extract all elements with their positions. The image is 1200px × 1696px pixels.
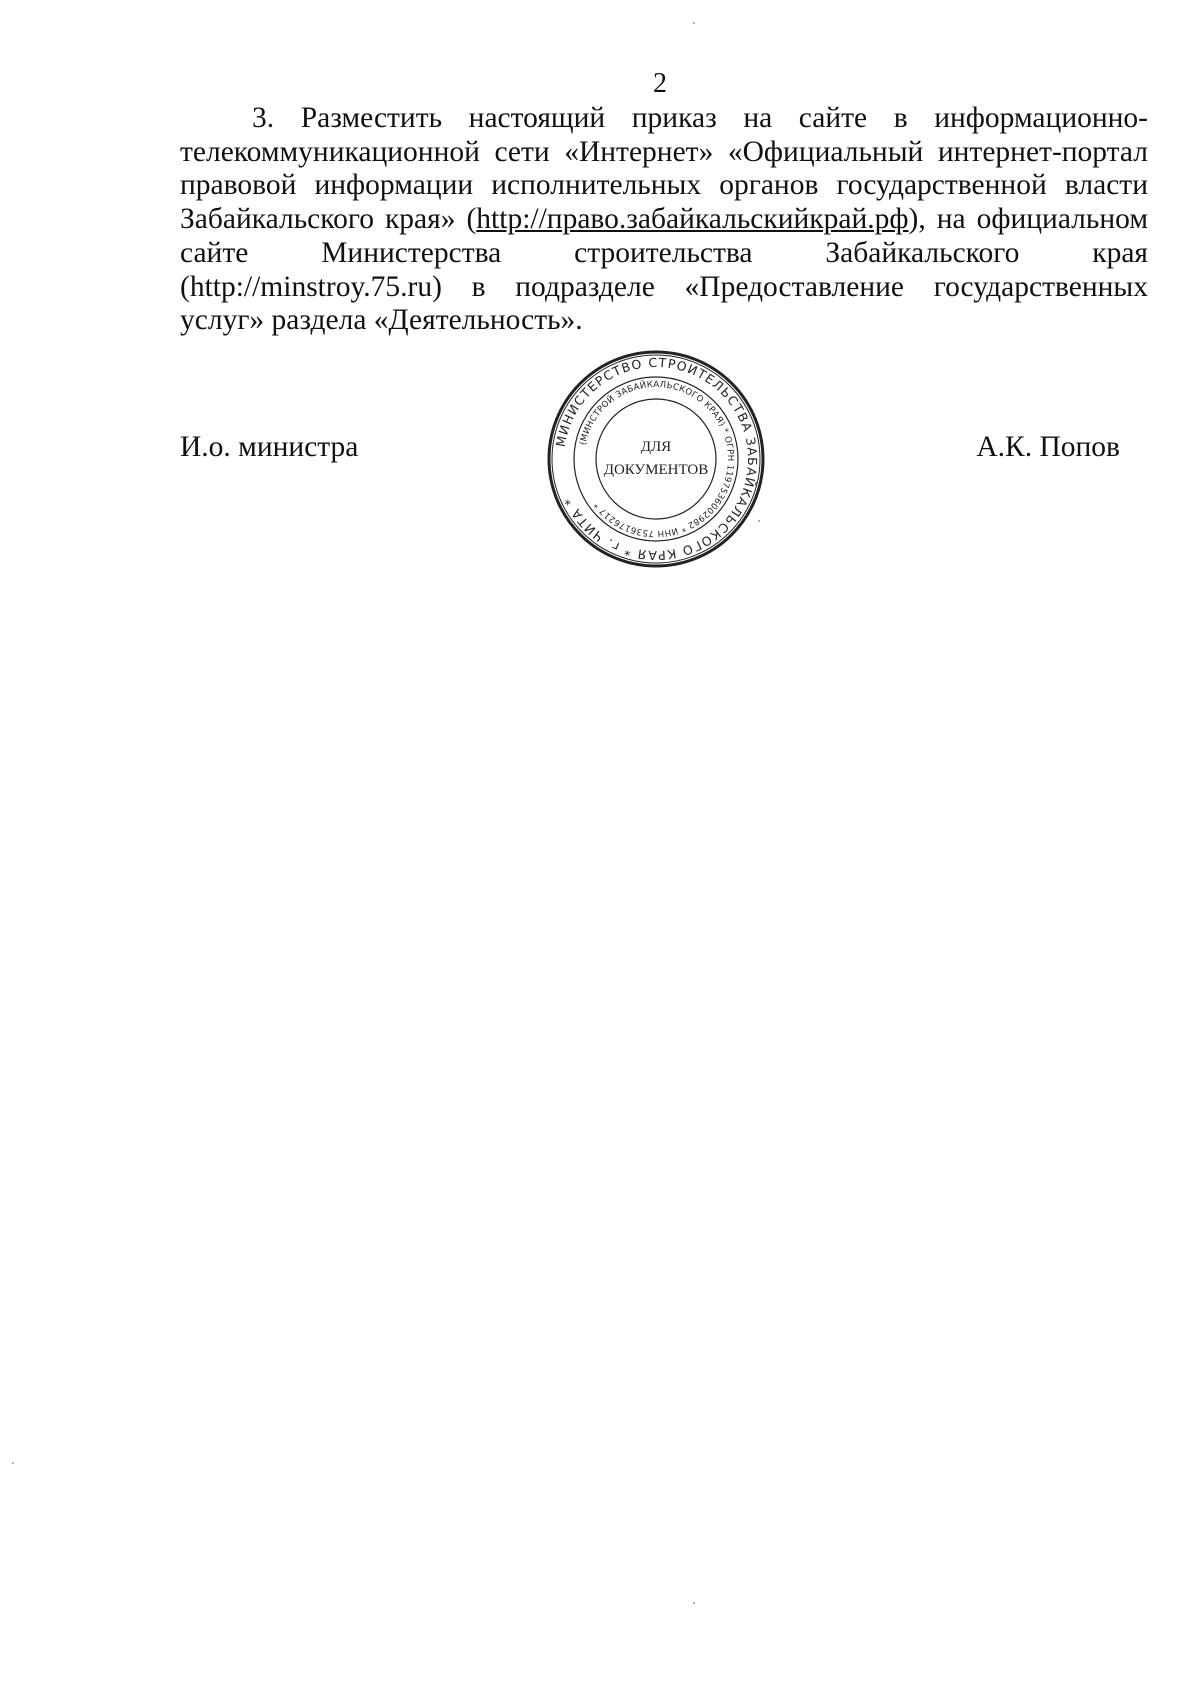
signatory-name: А.К. Попов [976,431,1120,463]
scan-speck [693,1602,695,1604]
seal-center-line2: ДОКУМЕНТОВ [603,462,709,478]
paragraph-lead: 3. Разместить настоящий приказ на сайте в информационно-телекоммуникационной сети «Интернет» «Официальный интернет-портал правовой информации исполнительных органов государственной власти Забайкальского края» ( [180,102,1148,236]
scan-speck [758,520,760,522]
official-seal [545,348,767,570]
seal-inner-text: (МИНСТРОЙ ЗАБАЙКАЛЬСКОГО КРАЯ) * ОГРН 1197536002982 * ИНН 7536176217 * [578,379,736,539]
seal-outer-text: МИНИСТЕРСТВО СТРОИТЕЛЬСТВА ЗАБАЙКАЛЬСКОГО КРАЯ * г. ЧИТА * [552,354,761,564]
body-paragraph [180,102,1148,338]
scan-speck [12,1462,14,1464]
portal-link[interactable]: http://право.забайкальскийкрай.рф [476,203,909,236]
paragraph-tail: ), на официальном сайте Министерства строительства Забайкальского края (http://minstroy.75.ru) в подразделе «Предоставление государственных услуг» раздела «Деятельность». [180,203,1148,337]
signatory-role: И.о. министра [180,431,359,463]
seal-center-line1: ДЛЯ [640,439,672,455]
scan-speck [693,22,695,24]
page-number: 2 [653,68,667,99]
